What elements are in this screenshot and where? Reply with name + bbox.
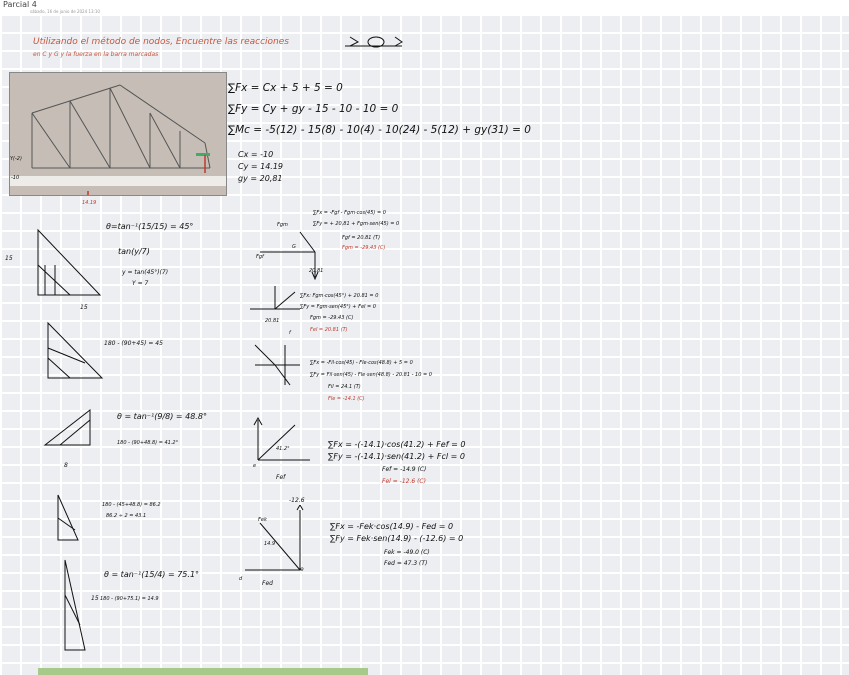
node-l-eq4: Fle = -14.1 (C) xyxy=(328,396,365,402)
node-f-f: f xyxy=(289,330,291,336)
node-g-eq4: Fgm = -29,43 (C) xyxy=(342,245,386,251)
node-e-eq3: Fef = -14.9 (C) xyxy=(382,466,427,473)
photo-label-cx: -10 xyxy=(11,175,20,181)
triangle-sketch-2 xyxy=(40,318,110,386)
node-g-gy: 20,81 xyxy=(309,268,324,274)
page-title: Parcial 4 xyxy=(3,0,37,9)
a1-yres: Y = 7 xyxy=(132,280,149,287)
a5-theta: θ = tan⁻¹(15/4) = 75.1° xyxy=(104,570,200,579)
triangle-sketch-5 xyxy=(60,555,90,655)
node-d-k: Fek xyxy=(258,517,267,523)
node-d-eq4: Fed = 47.3 (T) xyxy=(384,560,428,567)
a4-expr2: 86.2 ÷ 2 = 43.1 xyxy=(106,513,147,519)
node-l-eq2: ∑Fy = Fil·sen(45) - Fle·sen(48.8) - 20.81 - 10 = 0 xyxy=(310,372,432,378)
node-d-sketch xyxy=(245,505,325,585)
a5-calc: 180 - (90+75.1) = 14.9 xyxy=(100,596,159,602)
node-d-eq1: ∑Fx = -Fek·cos(14.9) - Fed = 0 xyxy=(330,522,454,531)
node-l-sketch xyxy=(245,340,305,390)
a4-expr1: 180 - (45+48.8) = 86.2 xyxy=(102,502,161,508)
eq-sum-mc: ∑Mc = -5(12) - 15(8) - 10(4) - 10(24) - 5(12) + gy(31) = 0 xyxy=(228,124,531,136)
problem-line-1: Utilizando el método de nodos, Encuentre las reacciones xyxy=(33,37,289,47)
orientation-sketch xyxy=(340,32,410,60)
node-d-angle: 14.9 xyxy=(264,541,276,547)
node-g-g: G xyxy=(292,244,296,250)
truss-photo xyxy=(9,72,227,196)
node-e-sketch xyxy=(250,415,320,475)
a1-y: y = tan(45°)(7) xyxy=(122,269,169,276)
node-g-eq2: ∑Fy = + 20,81 + Fgm·sen(45) = 0 xyxy=(313,221,400,227)
a1-side: 15 xyxy=(5,255,13,262)
node-f-val: 20.81 xyxy=(265,318,280,324)
node-l-eq1: ∑Fx = -Fil·cos(45) - Fle·cos(48.8) + 5 = 0 xyxy=(310,360,413,366)
eq-sum-fx: ∑Fx = Cx + 5 + 5 = 0 xyxy=(228,82,343,94)
node-g-eq3: Fgf = 20.81 (T) xyxy=(342,235,381,241)
a3-theta: θ = tan⁻¹(9/8) = 48.8° xyxy=(117,412,207,421)
a3-calc: 180 - (90+48.8) = 41.2° xyxy=(117,440,179,446)
a2-expr: 180 - (90+45) = 45 xyxy=(104,340,163,347)
result-cx: Cx = -10 xyxy=(238,150,274,159)
a1-bottom: 15 xyxy=(80,304,88,311)
photo-label-y: Y(-2) xyxy=(10,156,22,162)
node-f-eq1: ∑Fx: Fgm·cos(45°) + 20.81 = 0 xyxy=(300,293,379,299)
a1-tan: tan(y/7) xyxy=(118,247,150,256)
node-d-top: -12.6 xyxy=(289,497,305,504)
triangle-sketch-3 xyxy=(40,400,105,455)
node-l-eq3: Fil = 24.1 (T) xyxy=(328,384,361,390)
node-e-eq1: ∑Fx = -(-14.1)·cos(41.2) + Fef = 0 xyxy=(328,440,466,449)
result-cy: Cy = 14.19 xyxy=(238,162,284,171)
page-header xyxy=(0,0,849,14)
triangle-sketch-1 xyxy=(30,225,110,305)
node-d-eq3: Fek = -49.0 (C) xyxy=(384,549,430,556)
triangle-sketch-4 xyxy=(53,490,83,545)
node-e-eq2: ∑Fy = -(-14.1)·sen(41.2) + Fcl = 0 xyxy=(328,452,465,461)
a1-theta: θ=tan⁻¹(15/15) = 45° xyxy=(106,222,194,231)
node-d-eq2: ∑Fy = Fek·sen(14.9) - (-12.6) = 0 xyxy=(330,534,464,543)
node-g-fgm: Fgm xyxy=(277,222,288,228)
node-d-e: e xyxy=(300,566,304,573)
node-e-e: e xyxy=(253,463,257,469)
page-date: sábado, 16 de junio de 2024 13:10 xyxy=(30,9,100,14)
eq-sum-fy: ∑Fy = Cy + gy - 15 - 10 - 10 = 0 xyxy=(228,103,399,115)
node-g-fgf: Fgf xyxy=(256,254,264,260)
node-f-eq2: ∑Fy = Fgm·sen(45°) + Fel = 0 xyxy=(300,304,376,310)
bottom-bar xyxy=(38,668,368,675)
node-d-d: d xyxy=(239,576,243,582)
node-d-fed: Fed xyxy=(262,580,273,587)
a5-side: 15 xyxy=(91,595,99,602)
a3-side: 8 xyxy=(64,462,68,469)
node-g-eq1: ∑Fx = -Fgf - Fgm·cos(45) = 0 xyxy=(313,210,386,216)
node-e-angle: 41.2° xyxy=(276,446,290,452)
node-e-eq4: Fel = -12.6 (C) xyxy=(382,478,426,485)
photo-label-cy: 14.19 xyxy=(82,200,97,206)
problem-line-2: en C y G y la fuerza en la barra marcadas xyxy=(33,51,159,58)
node-e-fef: Fef xyxy=(276,474,286,481)
result-gy: gy = 20,81 xyxy=(238,174,283,183)
node-f-eq3: Fgm = -29.43 (C) xyxy=(310,315,354,321)
node-f-eq4: Fel = 20.81 (T) xyxy=(310,327,348,333)
